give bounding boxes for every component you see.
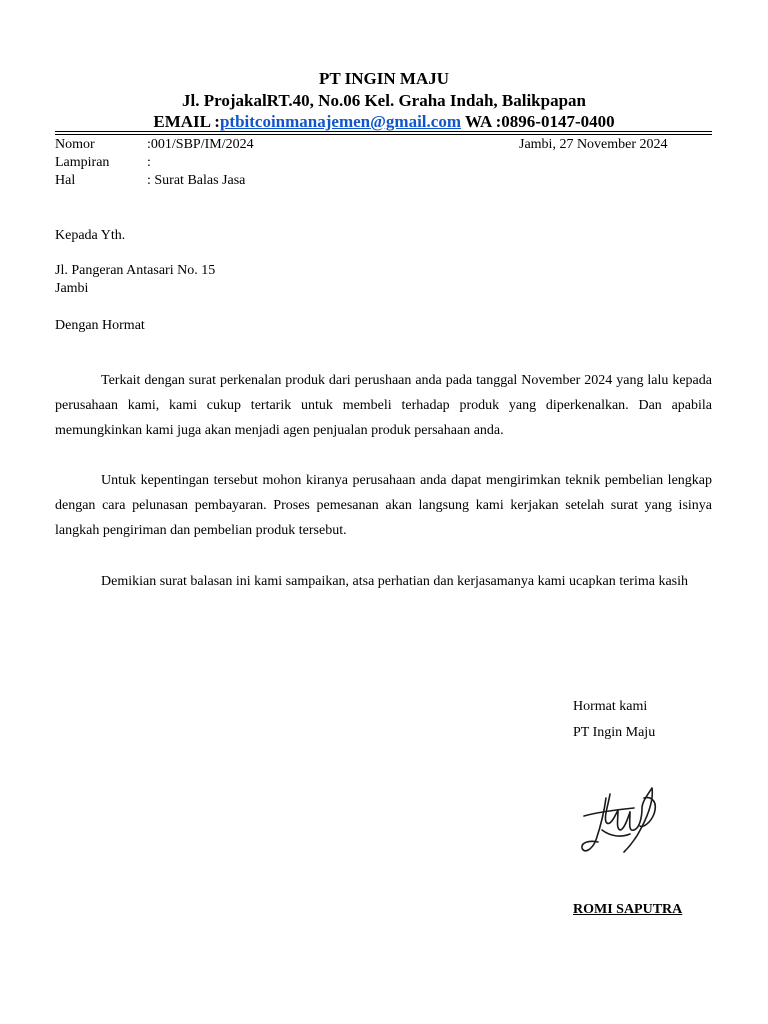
header-divider-thick [55, 131, 712, 132]
hal-value: : Surat Balas Jasa [147, 173, 246, 188]
nomor-value: :001/SBP/IM/2024 [147, 137, 254, 152]
nomor-label: Nomor [55, 137, 95, 152]
closing-regards: Hormat kami [573, 699, 648, 714]
salutation: Dengan Hormat [55, 318, 145, 333]
email-label: EMAIL : [153, 112, 220, 131]
company-name: PT INGIN MAJU [318, 69, 450, 88]
recipient-greeting: Kepada Yth. [55, 228, 126, 243]
signature-image [544, 758, 694, 888]
wa-number: WA :0896-0147-0400 [461, 112, 615, 131]
closing-company: PT Ingin Maju [573, 725, 656, 740]
hal-label: Hal [55, 173, 76, 188]
letter-date: Jambi, 27 November 2024 [519, 137, 668, 152]
lampiran-value: : [147, 155, 151, 170]
recipient-address-line1: Jl. Pangeran Antasari No. 15 [55, 263, 216, 278]
recipient-address-line2: Jambi [55, 281, 89, 296]
header-divider-thin [55, 134, 712, 135]
lampiran-label: Lampiran [55, 155, 110, 170]
body-paragraph-2: Untuk kepentingan tersebut mohon kiranya perusahaan anda dapat mengirimkan teknik pembelian lengkap dengan cara pelunasan pembayaran. Proses pemesanan akan langsung kami kerjakan setelah surat yang isinya langkah pengiriman dan pembelian produk tersebut. [55, 473, 712, 538]
signer-name: ROMI SAPUTRA [573, 902, 683, 917]
body-paragraph-1: Terkait dengan surat perkenalan produk dari perushaan anda pada tanggal November 2024 yang lalu kepada perusahaan kami, kami cukup tertarik untuk membeli terhadap produk yang diperkenalkan. Dan apabila memungkinkan kami juga akan menjadi agen penjualan produk persahaan anda. [55, 373, 712, 438]
body-paragraph-3: Demikian surat balasan ini kami sampaikan, atsa perhatian dan kerjasamanya kami ucapkan terima kasih [101, 574, 689, 589]
contact-line [0, 111, 768, 133]
company-address: Jl. ProjakalRT.40, No.06 Kel. Graha Indah, Balikpapan [181, 91, 586, 110]
email-link[interactable]: ptbitcoinmanajemen@gmail.com [219, 112, 461, 131]
